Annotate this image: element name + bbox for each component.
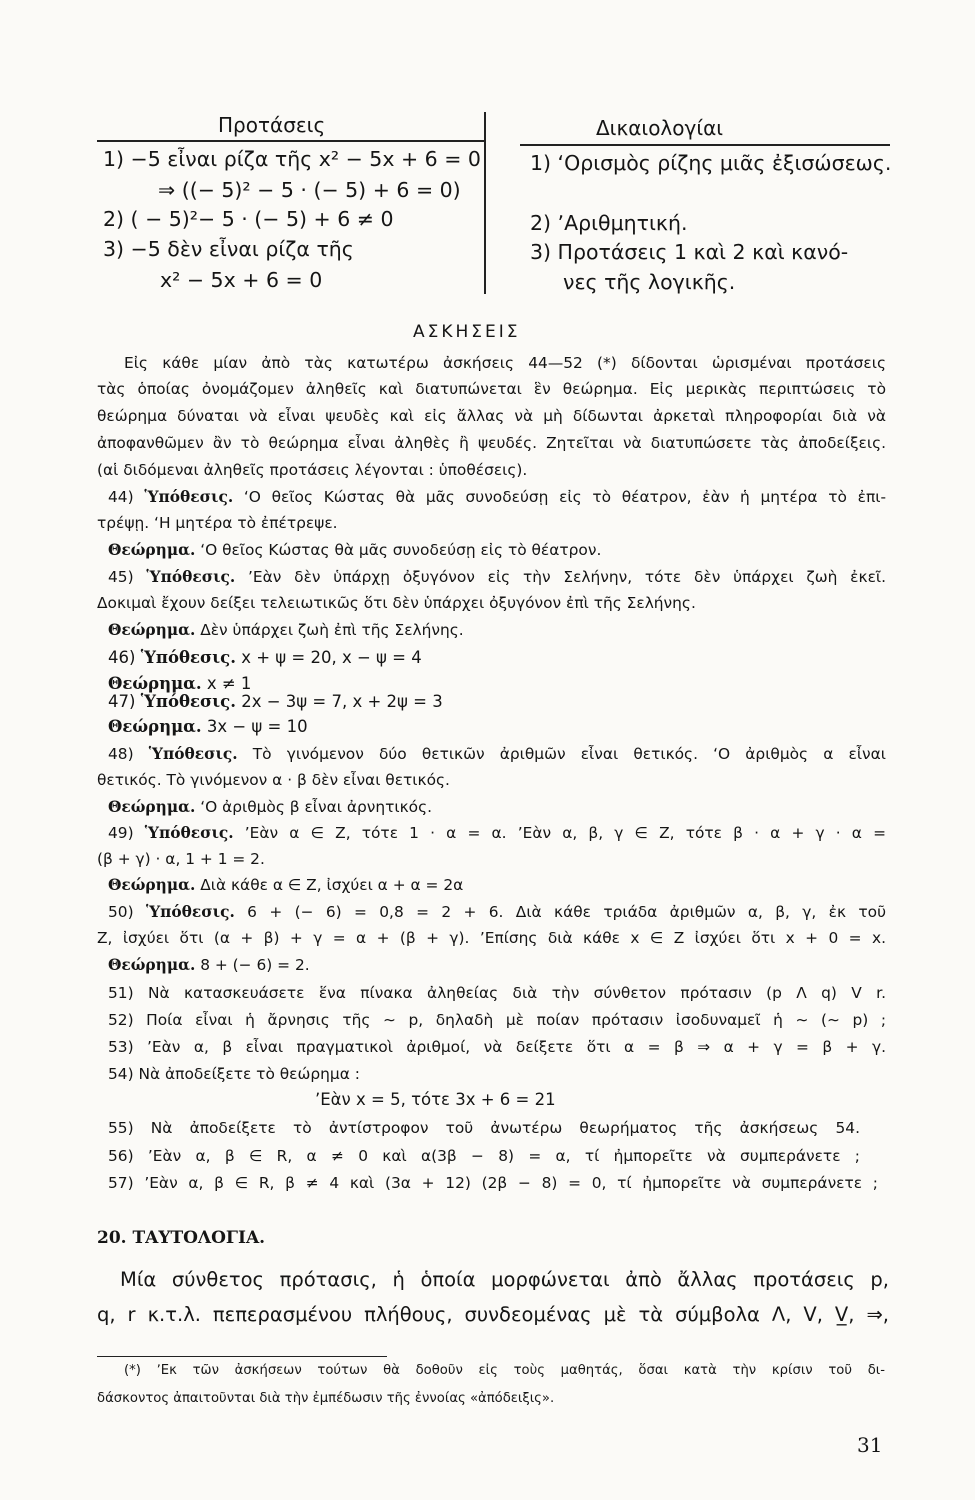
exercise-49-line: 49) Ὑπόθεσις. ʼΕὰν α ∈ Z, τότε 1 · α = α. ʼΕὰν α, β, γ ∈ Z, τότε β · α + γ · α = — [108, 824, 886, 842]
exercise-57: 57) ʼΕὰν α, β ∈ R, β ≠ 4 καὶ (3α + 12) (2β − 8) = 0, τί ἠμπορεῖτε νὰ συμπεράνετε ; — [108, 1174, 878, 1192]
table-left-line: 3) −5 δὲν εἶναι ρίζα τῆς — [103, 237, 354, 261]
exercise-50-line: 50) Ὑπόθεσις. 6 + (− 6) = 0,8 = 2 + 6. Διὰ κάθε τριάδα ἀριθμῶν α, β, γ, ἐκ τοῦ — [108, 903, 886, 921]
exercise-56: 56) ʼΕὰν α, β ∈ R, α ≠ 0 καὶ α(3β − 8) = α, τί ἠμπορεῖτε νὰ συμπεράνετε ; — [108, 1147, 860, 1165]
intro-line: ἀποφανθῶμεν ἂν τὸ θεώρημα εἶναι ἀληθὲς ἢ ψευδές. Ζητεῖται νὰ διατυπώσετε τὰς ἀποδείξεις. — [97, 434, 886, 452]
exercise-55: 55) Νὰ ἀποδείξετε τὸ ἀντίστροφον τοῦ ἀνωτέρω θεωρήματος τῆς ἀσκήσεως 54. — [108, 1119, 860, 1137]
table-divider — [484, 112, 486, 294]
exercise-54: 54) Νὰ ἀποδείξετε τὸ θεώρημα : — [108, 1065, 360, 1083]
exercises-title: ΑΣΚΗΣΕΙΣ — [413, 322, 521, 342]
table-left-line: x² − 5x + 6 = 0 — [160, 268, 323, 292]
exercise-52: 52) Ποία εἶναι ἡ ἄρνησις τῆς ∼ p, δηλαδὴ μὲ ποίαν πρότασιν ἰσοδυναμεῖ ἡ ∼ (∼ p) ; — [108, 1011, 886, 1029]
table-right-line: νες τῆς λογικῆς. — [563, 270, 736, 294]
intro-line: τὰς ὁποίας ὀνομάζομεν ἀληθεῖς καὶ διατυπώνεται ἓν θεώρημα. Εἰς μερικὰς περιπτώσεις τὸ — [97, 380, 886, 398]
page-number: 31 — [857, 1433, 883, 1457]
exercise-50-cont: Z, ἰσχύει ὅτι (α + β) + γ = α + (β + γ). ʼΕπίσης διὰ κάθε x ∈ Z ἰσχύει ὅτι x + 0 = x. — [97, 929, 886, 947]
exercise-45-cont: Δοκιμαὶ ἔχουν δείξει τελειωτικῶς ὅτι δὲν ὑπάρχει ὀξυγόνον ἐπὶ τῆς Σελήνης. — [97, 594, 696, 612]
exercise-44-cont: τρέψῃ. ʻΗ μητέρα τὸ ἐπέτρεψε. — [97, 514, 338, 532]
exercise-48-cont: θετικός. Τὸ γινόμενον α · β δὲν εἶναι θετικός. — [97, 771, 450, 789]
exercise-54-statement: ʼΕὰν x = 5, τότε 3x + 6 = 21 — [315, 1090, 556, 1109]
footnote-line: δάσκοντος ἀπαιτοῦνται διὰ τὴν ἐμπέδωσιν τῆς ἐννοίας «ἀπόδειξις». — [97, 1391, 555, 1406]
intro-line: Εἰς κάθε μίαν ἀπὸ τὰς κατωτέρω ἀσκήσεις 44—52 (*) δίδονται ὡρισμέναι προτάσεις — [124, 354, 886, 372]
section-text-line: Μία σύνθετος πρότασις, ἡ ὁποία μορφώνεται ἀπὸ ἄλλας προτάσεις p, — [120, 1268, 889, 1291]
exercise-47-theorem: Θεώρημα. 3x − ψ = 10 — [108, 717, 308, 736]
table-left-line: ⇒ ((− 5)² − 5 · (− 5) + 6 = 0) — [158, 178, 461, 202]
intro-line: θεώρημα δύναται νὰ εἶναι ψευδὲς καὶ εἰς ἄλλας νὰ μὴ δίδωνται ἀρκεταὶ πληροφορίαι διὰ νὰ — [97, 407, 886, 425]
exercise-50-theorem: Θεώρημα. 8 + (− 6) = 2. — [108, 956, 310, 974]
table-left-line: 2) ( − 5)²− 5 · (− 5) + 6 ≠ 0 — [103, 207, 394, 231]
footnote-rule — [97, 1356, 387, 1357]
exercise-44-line: 44) Ὑπόθεσις. ʻΟ θεῖος Κώστας θὰ μᾶς συνοδεύσῃ εἰς τὸ θέατρον, ἐὰν ἡ μητέρα τὸ ἐπι- — [108, 488, 886, 506]
exercise-45-theorem: Θεώρημα. Δὲν ὑπάρχει ζωὴ ἐπὶ τῆς Σελήνης. — [108, 621, 464, 639]
table-right-header: Δικαιολογίαι — [596, 116, 724, 140]
exercise-48-theorem: Θεώρημα. ʻΟ ἀριθμὸς β εἶναι ἀρνητικός. — [108, 798, 433, 816]
exercise-48-line: 48) Ὑπόθεσις. Τὸ γινόμενον δύο θετικῶν ἀριθμῶν εἶναι θετικός. ʻΟ ἀριθμὸς α εἶναι — [108, 745, 886, 763]
table-right-line: 3) Προτάσεις 1 καὶ 2 καὶ κανό- — [530, 240, 849, 264]
exercise-44-theorem: Θεώρημα. ʻΟ θεῖος Κώστας θὰ μᾶς συνοδεύσῃ εἰς τὸ θέατρον. — [108, 541, 602, 559]
exercise-46-theorem: Θεώρημα. x ≠ 1 — [108, 674, 252, 693]
exercise-47-line: 47) Ὑπόθεσις. 2x − 3ψ = 7, x + 2ψ = 3 — [108, 692, 443, 711]
section-text-line: q, r κ.τ.λ. πεπερασμένου πλήθους, συνδεομένας μὲ τὰ σύμβολα Λ, V, V̲, ⇒, — [97, 1303, 889, 1326]
table-rule-left — [97, 140, 484, 142]
table-right-line: 1) ʻΟρισμὸς ρίζης μιᾶς ἐξισώσεως. — [530, 151, 892, 175]
section-heading: 20. ΤΑΥΤΟΛΟΓΙΑ. — [97, 1228, 266, 1248]
table-rule-right — [520, 144, 890, 146]
table-right-line: 2) ʼΑριθμητική. — [530, 211, 688, 235]
exercise-53: 53) ʼΕὰν α, β εἶναι πραγματικοὶ ἀριθμοί, νὰ δείξετε ὅτι α = β ⇒ α + γ = β + γ. — [108, 1038, 886, 1056]
footnote-line: (*) ʼΕκ τῶν ἀσκήσεων τούτων θὰ δοθοῦν εἰς τοὺς μαθητάς, ὅσαι κατὰ τὴν κρίσιν τοῦ δι- — [124, 1363, 885, 1378]
exercise-51: 51) Νὰ κατασκευάσετε ἕνα πίνακα ἀληθείας διὰ τὴν σύνθετον πρότασιν (p Λ q) V r. — [108, 984, 886, 1002]
table-left-header: Προτάσεις — [218, 113, 326, 137]
intro-line: (αἱ διδόμεναι ἀληθεῖς προτάσεις λέγονται : ὑποθέσεις). — [97, 461, 528, 479]
table-left-line: 1) −5 εἶναι ρίζα τῆς x² − 5x + 6 = 0 — [103, 147, 481, 171]
exercise-49-cont: (β + γ) · α, 1 + 1 = 2. — [97, 850, 265, 868]
exercise-49-theorem: Θεώρημα. Διὰ κάθε α ∈ Z, ἰσχύει α + α = 2α — [108, 876, 464, 894]
exercise-46-line: 46) Ὑπόθεσις. x + ψ = 20, x − ψ = 4 — [108, 648, 422, 667]
exercise-45-line: 45) Ὑπόθεσις. ʼΕὰν δὲν ὑπάρχῃ ὀξυγόνον εἰς τὴν Σελήνην, τότε δὲν ὑπάρχει ζωὴ ἐκεῖ. — [108, 568, 886, 586]
